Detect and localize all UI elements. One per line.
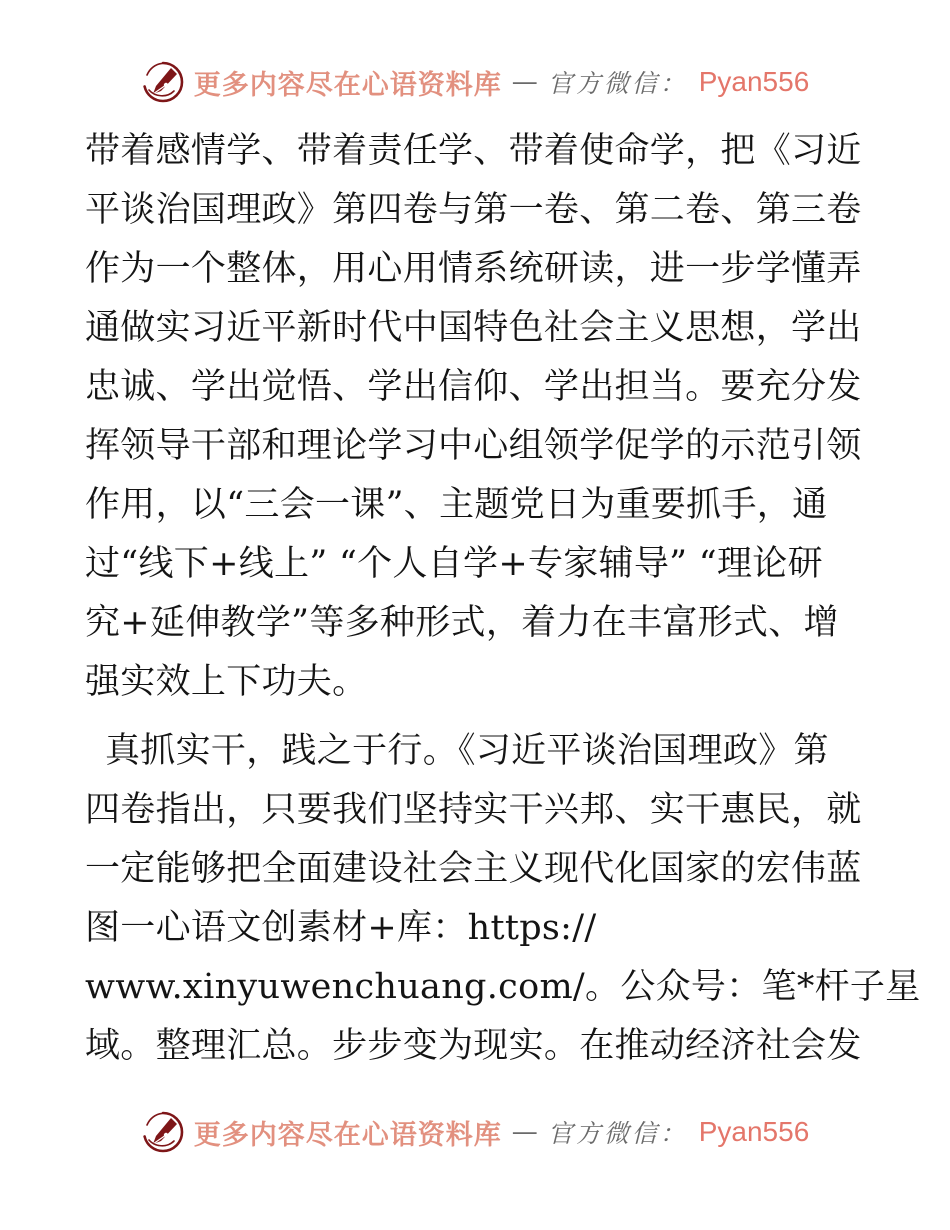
text-line: 过“线下+线上” “个人自学+专家辅导” “理论研 bbox=[85, 544, 823, 584]
brand-footer bbox=[0, 1108, 950, 1156]
pen-swirl-logo-icon bbox=[141, 1110, 185, 1154]
text-line: 一定能够把全面建设社会主义现代化国家的宏伟蓝 bbox=[85, 849, 862, 889]
text-line: 域。整理汇总。步步变为现实。在推动经济社会发 bbox=[85, 1026, 862, 1066]
text-line: 带着感情学、带着责任学、带着使命学，把《习近 bbox=[85, 131, 862, 171]
text-line: 究+延伸教学”等多种形式，着力在丰富形式、增 bbox=[85, 603, 839, 643]
brand-dash: — bbox=[511, 67, 538, 97]
paragraph bbox=[85, 122, 865, 712]
document-body bbox=[85, 122, 921, 1076]
brand-tagline: 更多内容尽在心语资料库 bbox=[193, 1119, 502, 1151]
paragraph bbox=[85, 722, 921, 1076]
pen-swirl-logo-icon bbox=[141, 60, 185, 104]
text-line: www.xinyuwenchuang.com/。公众号：笔*杆子星 bbox=[85, 967, 921, 1007]
wechat-label: 官方微信： bbox=[547, 1119, 688, 1148]
brand-dash: — bbox=[511, 1117, 538, 1147]
text-line: 图一心语文创素材+库：https:// bbox=[85, 908, 597, 948]
wechat-label: 官方微信： bbox=[547, 69, 688, 98]
wechat-id: Pyan556 bbox=[698, 1116, 810, 1147]
text-line: 真抓实干，践之于行。《习近平谈治国理政》第 bbox=[105, 731, 829, 771]
text-line: 忠诚、学出觉悟、学出信仰、学出担当。要充分发 bbox=[85, 367, 862, 407]
text-line: 四卷指出，只要我们坚持实干兴邦、实干惠民，就 bbox=[85, 790, 862, 830]
text-line: 作为一个整体，用心用情系统研读，进一步学懂弄 bbox=[85, 249, 862, 289]
text-line: 通做实习近平新时代中国特色社会主义思想，学出 bbox=[85, 308, 862, 348]
brand-header bbox=[0, 58, 950, 106]
brand-tagline: 更多内容尽在心语资料库 bbox=[193, 69, 502, 101]
wechat-id: Pyan556 bbox=[698, 66, 810, 97]
text-line: 强实效上下功夫。 bbox=[85, 662, 368, 702]
text-line: 作用，以“三会一课”、主题党日为重要抓手，通 bbox=[85, 485, 828, 525]
text-line: 挥领导干部和理论学习中心组领学促学的示范引领 bbox=[85, 426, 862, 466]
text-line: 平谈治国理政》第四卷与第一卷、第二卷、第三卷 bbox=[85, 190, 862, 230]
